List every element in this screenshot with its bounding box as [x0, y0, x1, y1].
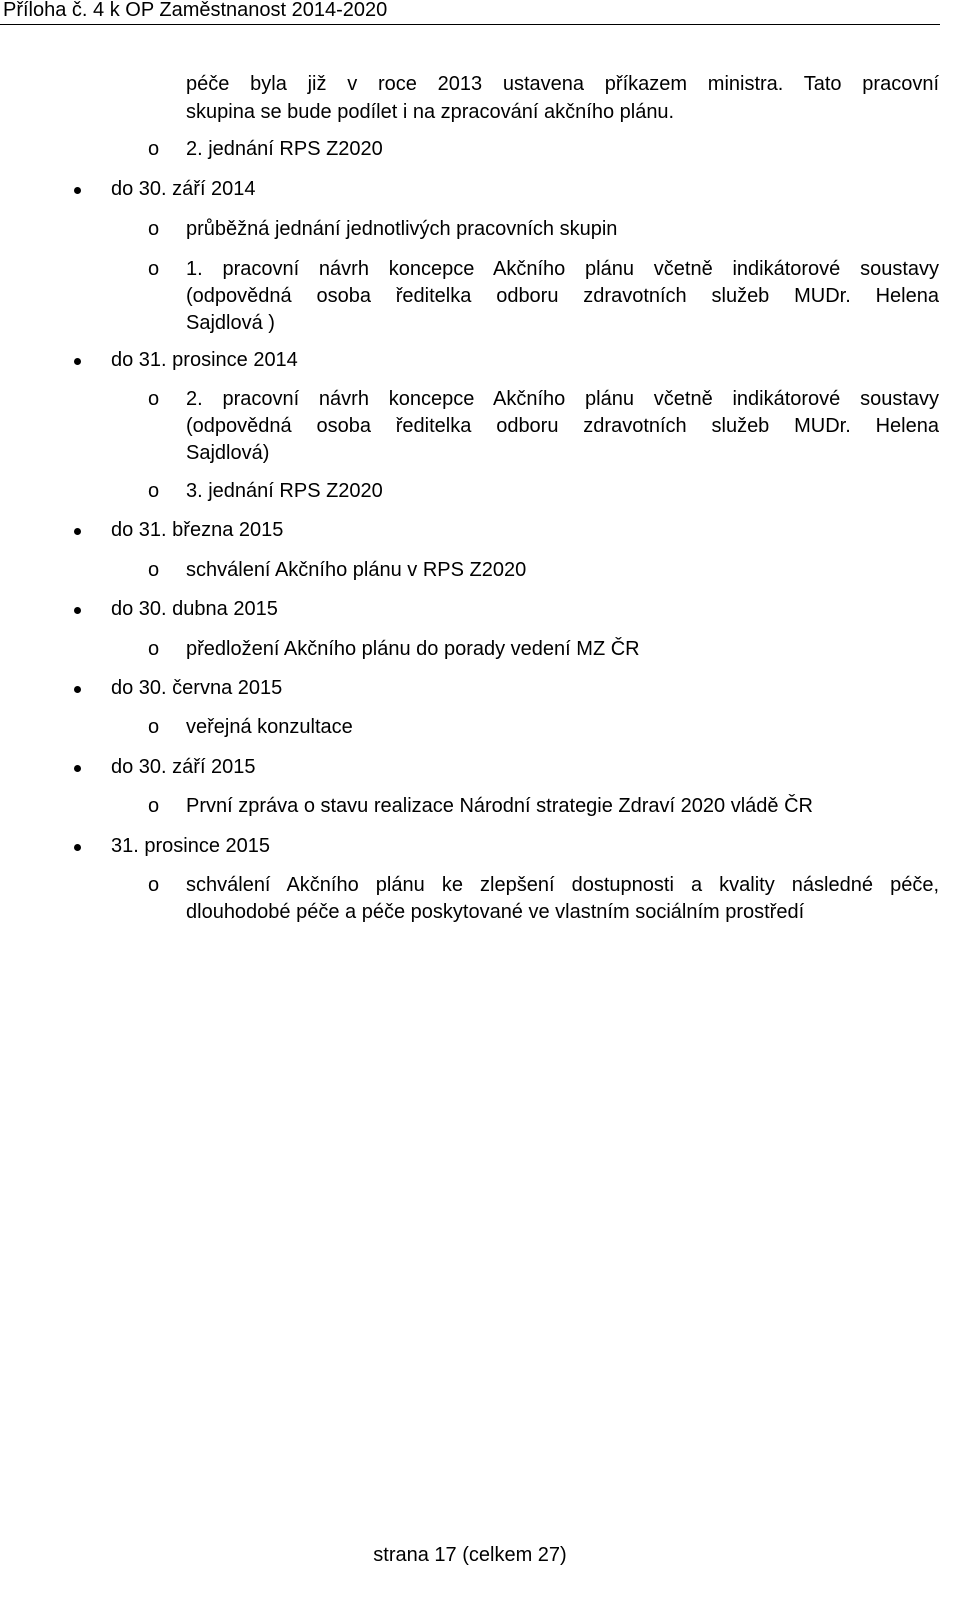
sub-item-text: 3. jednání RPS Z2020: [186, 480, 383, 502]
sub-item-text: předložení Akčního plánu do porady vedení MZ ČR: [186, 638, 640, 660]
bullet-dot: [74, 765, 81, 772]
sub-item-line-1: 1. pracovní návrh koncepce Akčního plánu včetně indikátorové soustavy: [186, 258, 939, 280]
sub-item-line-2: (odpovědná osoba ředitelka odboru zdravotních služeb MUDr. Helena: [186, 285, 939, 307]
header-title: Příloha č. 4 k OP Zaměstnanost 2014-2020: [3, 0, 388, 21]
sub-item-line-3: Sajdlová): [186, 442, 270, 464]
bullet-dot: [74, 844, 81, 851]
milestone-date: 31. prosince 2015: [111, 835, 271, 857]
milestone-date: do 31. března 2015: [111, 519, 284, 541]
bullet-dot: [74, 358, 81, 365]
sub-bullet-marker: o: [148, 138, 160, 160]
sub-bullet-marker: o: [148, 218, 160, 240]
sub-bullet-marker: o: [148, 480, 160, 502]
sub-bullet-marker: o: [148, 795, 160, 817]
sub-item-line-2: dlouhodobé péče a péče poskytované ve vlastním sociálním prostředí: [186, 901, 805, 923]
bullet-dot: [74, 528, 81, 535]
sub-item-text: průběžná jednání jednotlivých pracovních skupin: [186, 218, 618, 240]
milestone-date: do 30. června 2015: [111, 677, 283, 699]
sub-bullet-marker: o: [148, 638, 160, 660]
sub-item-text: První zpráva o stavu realizace Národní strategie Zdraví 2020 vládě ČR: [186, 795, 813, 817]
sub-bullet-marker: o: [148, 388, 160, 410]
sub-bullet-marker: o: [148, 559, 160, 581]
sub-item-text: 2. jednání RPS Z2020: [186, 138, 383, 160]
sub-bullet-marker: o: [148, 258, 160, 280]
intro-line-1: péče byla již v roce 2013 ustavena příkazem ministra. Tato pracovní: [186, 73, 939, 95]
milestone-date: do 30. září 2014: [111, 178, 256, 200]
page-footer: strana 17 (celkem 27): [373, 1544, 567, 1566]
sub-item-line-1: 2. pracovní návrh koncepce Akčního plánu včetně indikátorové soustavy: [186, 388, 939, 410]
sub-item-line-2: (odpovědná osoba ředitelka odboru zdravotních služeb MUDr. Helena: [186, 415, 939, 437]
bullet-dot: [74, 187, 81, 194]
sub-bullet-marker: o: [148, 716, 160, 738]
sub-item-line-3: Sajdlová ): [186, 312, 275, 334]
milestone-date: do 31. prosince 2014: [111, 349, 298, 371]
bullet-dot: [74, 686, 81, 693]
sub-bullet-marker: o: [148, 874, 160, 896]
sub-item-text: veřejná konzultace: [186, 716, 353, 738]
milestone-date: do 30. září 2015: [111, 756, 256, 778]
milestone-date: do 30. dubna 2015: [111, 598, 278, 620]
sub-item-line-1: schválení Akčního plánu ke zlepšení dostupnosti a kvality následné péče,: [186, 874, 939, 896]
sub-item-text: schválení Akčního plánu v RPS Z2020: [186, 559, 527, 581]
intro-line-2: skupina se bude podílet i na zpracování akčního plánu.: [186, 101, 675, 123]
bullet-dot: [74, 607, 81, 614]
